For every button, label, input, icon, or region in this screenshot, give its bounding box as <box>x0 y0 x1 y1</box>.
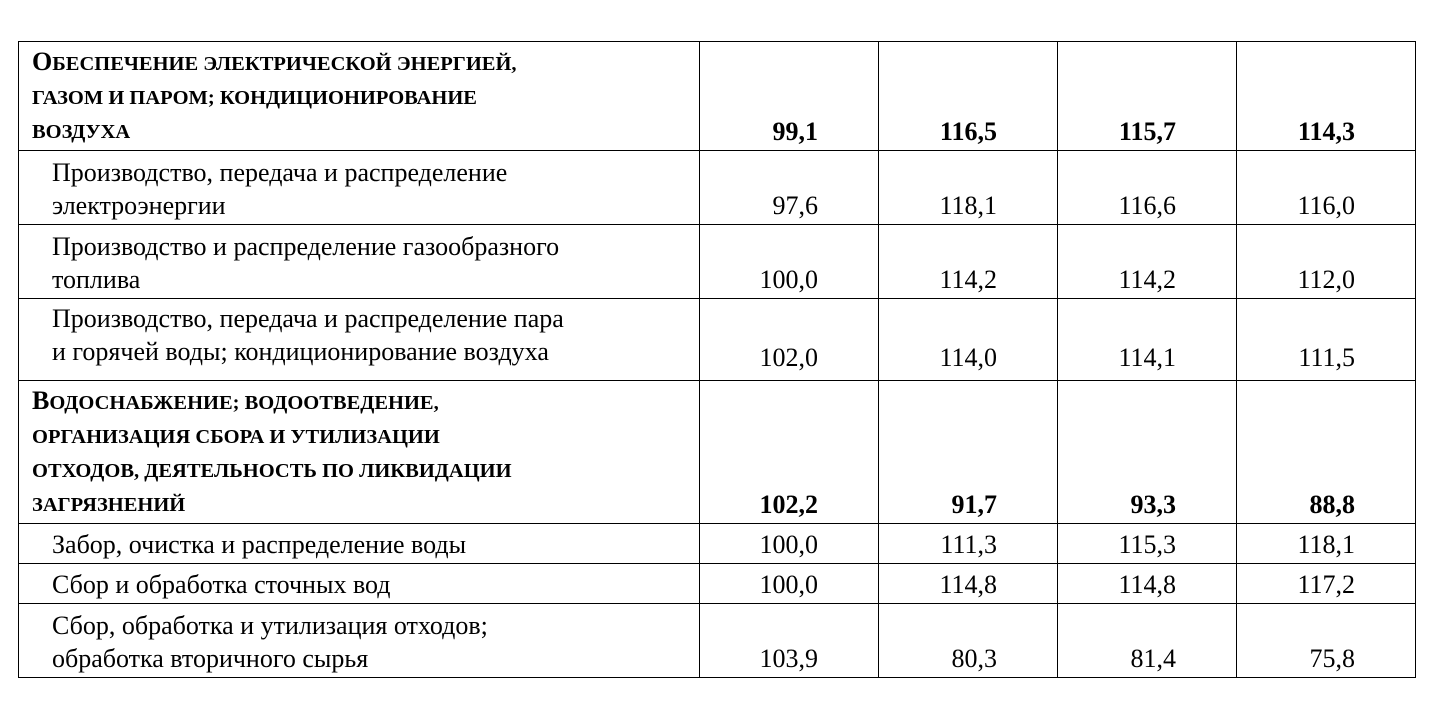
value-cell: 75,8 <box>1237 604 1416 678</box>
value-cell: 118,1 <box>879 151 1058 225</box>
value-cell: 100,0 <box>700 564 879 604</box>
value-cell: 117,2 <box>1237 564 1416 604</box>
value-cell: 114,1 <box>1058 299 1237 381</box>
value-cell: 115,3 <box>1058 524 1237 564</box>
value-cell: 114,8 <box>879 564 1058 604</box>
industry-index-table <box>18 41 1416 678</box>
value-cell: 116,0 <box>1237 151 1416 225</box>
value-cell: 102,2 <box>700 381 879 524</box>
value-cell: 91,7 <box>879 381 1058 524</box>
value-cell: 115,7 <box>1058 42 1237 151</box>
value-cell: 80,3 <box>879 604 1058 678</box>
row-label: Забор, очистка и распределение воды <box>19 524 700 564</box>
value-cell: 114,2 <box>1058 225 1237 299</box>
value-cell: 118,1 <box>1237 524 1416 564</box>
row-label: Производство и распределение газообразного топлива <box>19 225 700 299</box>
section-label-electricity: ОБЕСПЕЧЕНИЕ ЭЛЕКТРИЧЕСКОЙ ЭНЕРГИЕЙ, ГАЗОМ И ПАРОМ; КОНДИЦИОНИРОВАНИЕ ВОЗДУХА <box>19 42 700 151</box>
table-row <box>19 564 1416 604</box>
value-cell: 81,4 <box>1058 604 1237 678</box>
table-row <box>19 151 1416 225</box>
section-label-water: ВОДОСНАБЖЕНИЕ; ВОДООТВЕДЕНИЕ, ОРГАНИЗАЦИЯ СБОРА И УТИЛИЗАЦИИ ОТХОДОВ, ДЕЯТЕЛЬНОСТЬ ПО ЛИКВИДАЦИИ ЗАГРЯЗНЕНИЙ <box>19 381 700 524</box>
value-cell: 97,6 <box>700 151 879 225</box>
value-cell: 102,0 <box>700 299 879 381</box>
table-row-water-section <box>19 381 1416 524</box>
value-cell: 111,3 <box>879 524 1058 564</box>
row-label: Сбор, обработка и утилизация отходов; обработка вторичного сырья <box>19 604 700 678</box>
value-cell: 116,6 <box>1058 151 1237 225</box>
statistics-table-container <box>18 41 1416 678</box>
value-cell: 88,8 <box>1237 381 1416 524</box>
value-cell: 100,0 <box>700 225 879 299</box>
table-row <box>19 225 1416 299</box>
table-row <box>19 299 1416 381</box>
value-cell: 116,5 <box>879 42 1058 151</box>
table-row <box>19 604 1416 678</box>
value-cell: 114,2 <box>879 225 1058 299</box>
value-cell: 112,0 <box>1237 225 1416 299</box>
value-cell: 111,5 <box>1237 299 1416 381</box>
row-label: Сбор и обработка сточных вод <box>19 564 700 604</box>
value-cell: 114,8 <box>1058 564 1237 604</box>
value-cell: 114,3 <box>1237 42 1416 151</box>
table-row-electricity-section <box>19 42 1416 151</box>
value-cell: 114,0 <box>879 299 1058 381</box>
value-cell: 93,3 <box>1058 381 1237 524</box>
row-label: Производство, передача и распределение электроэнергии <box>19 151 700 225</box>
value-cell: 100,0 <box>700 524 879 564</box>
value-cell: 99,1 <box>700 42 879 151</box>
value-cell: 103,9 <box>700 604 879 678</box>
row-label: Производство, передача и распределение пара и горячей воды; кондиционирование воздуха <box>19 299 700 381</box>
table-row <box>19 524 1416 564</box>
